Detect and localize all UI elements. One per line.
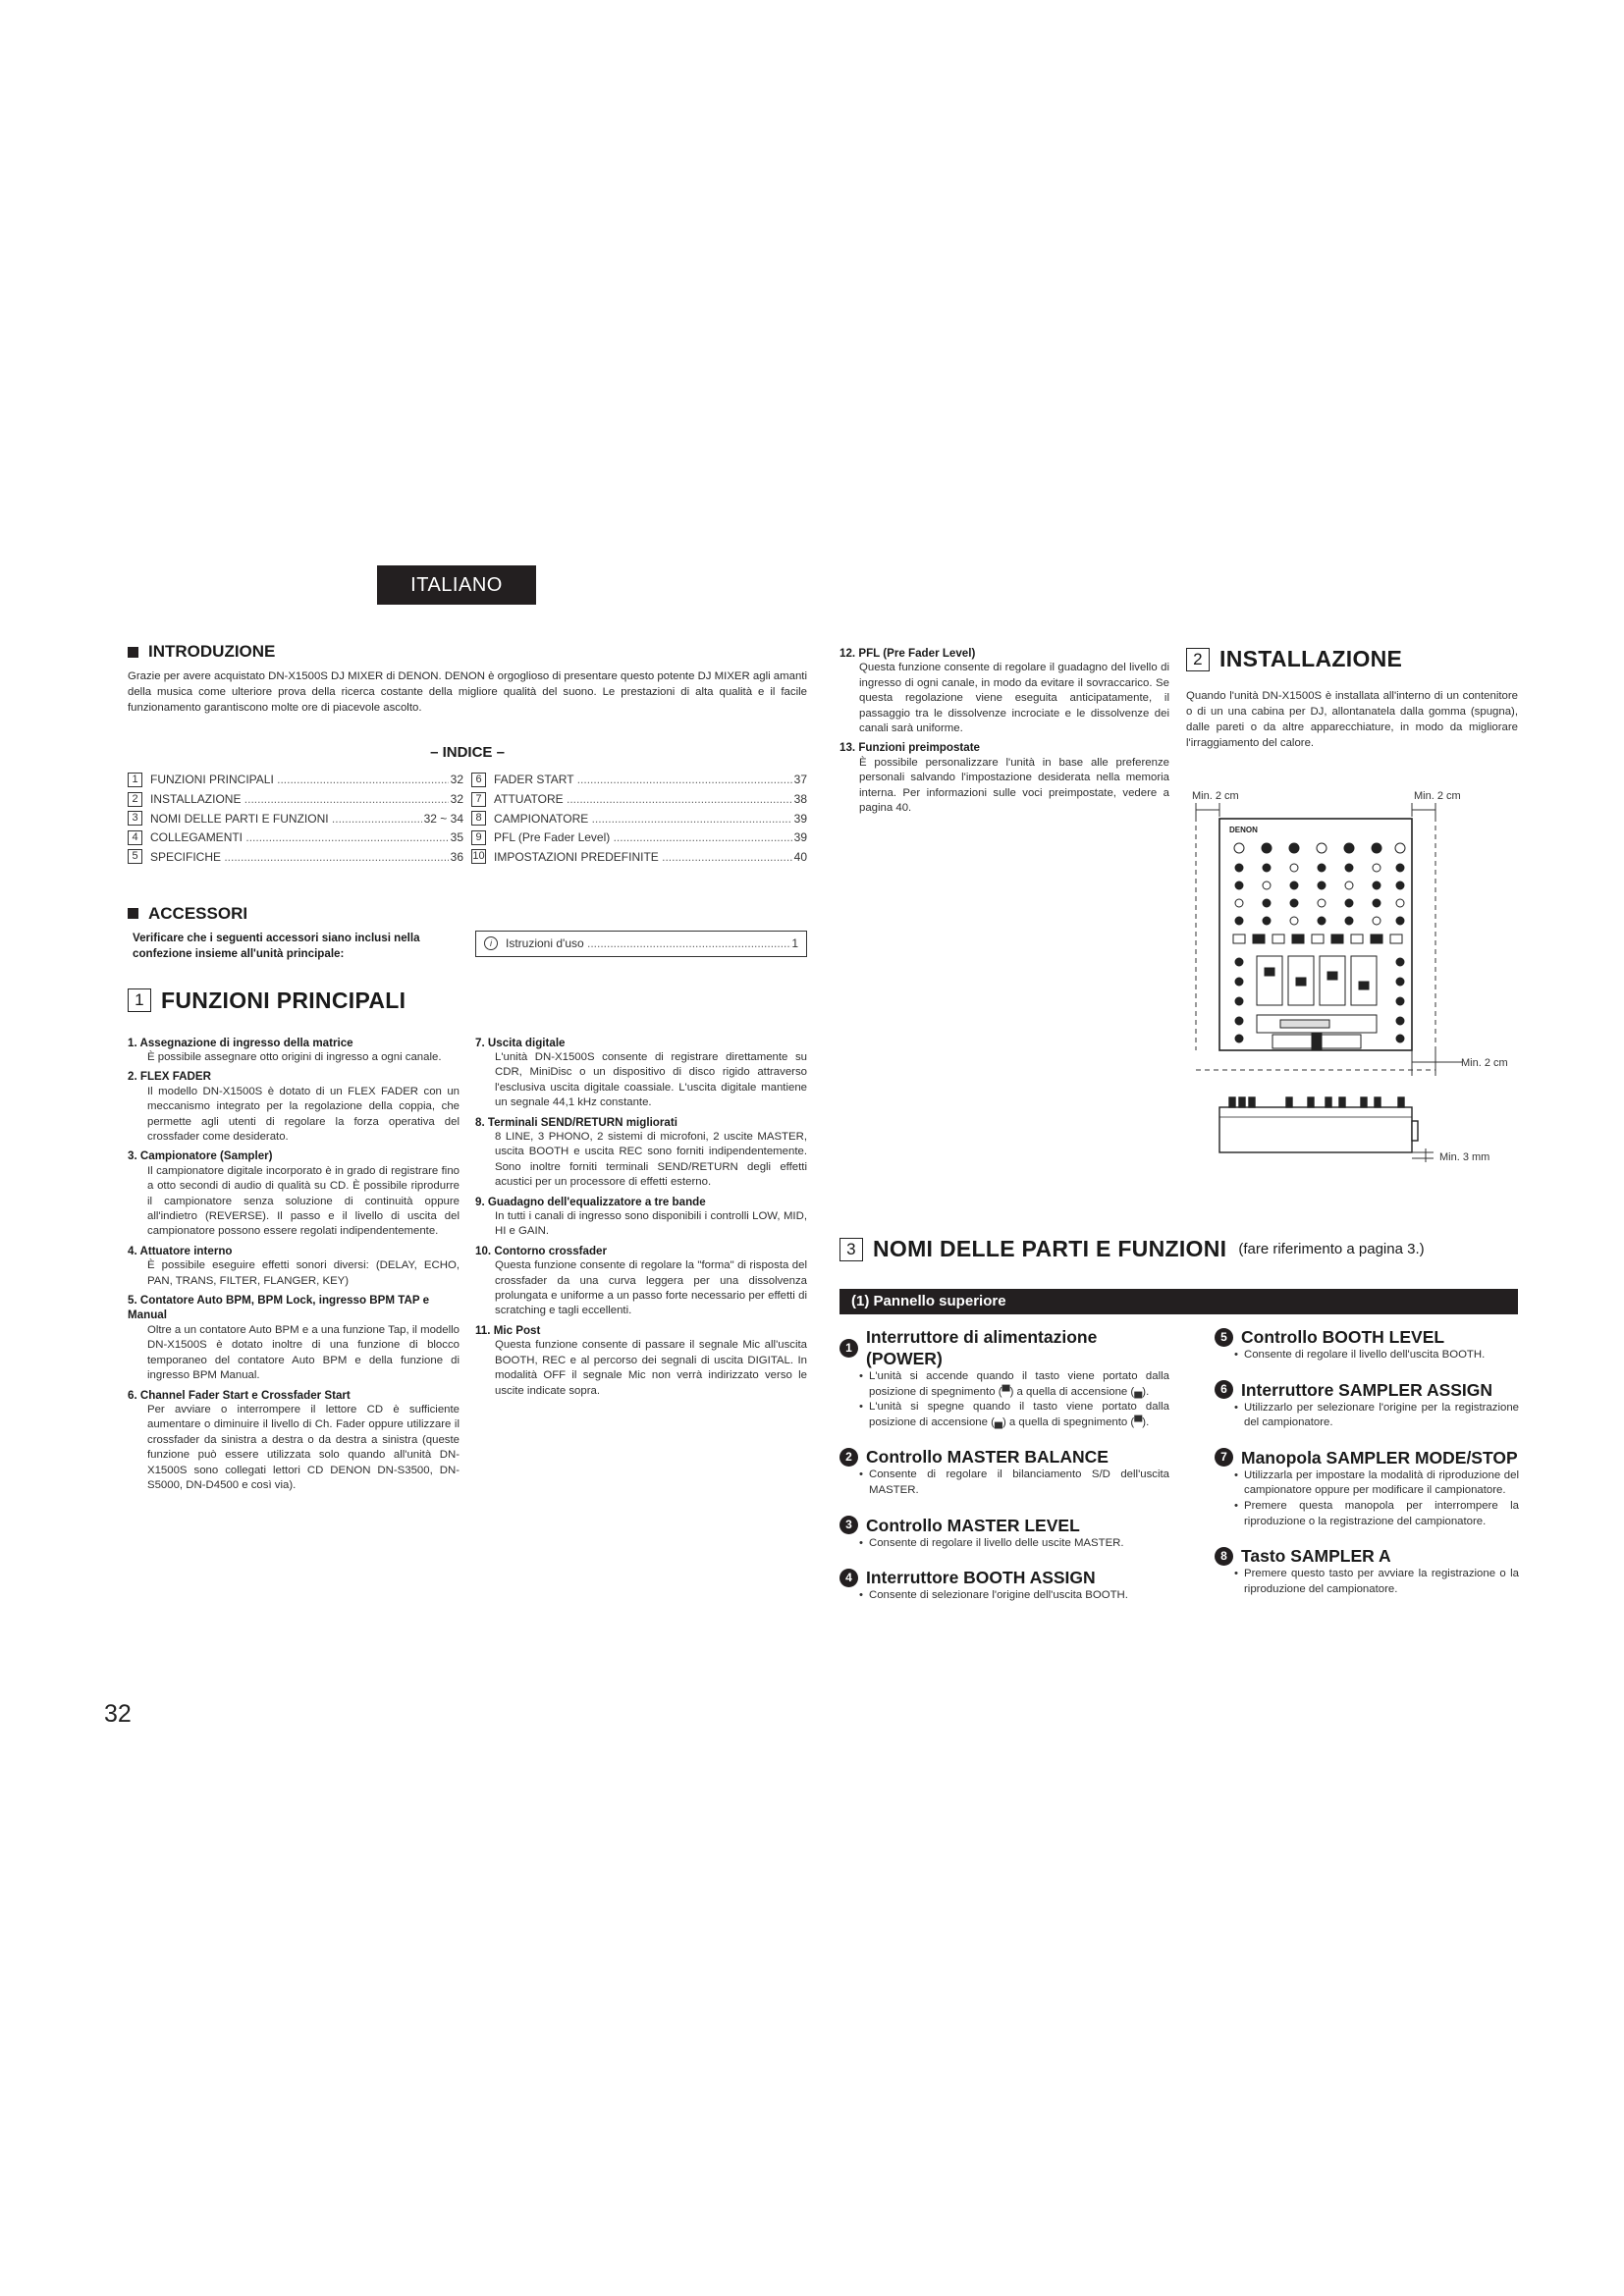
knob-icon <box>1290 917 1298 925</box>
knob-icon <box>1318 917 1326 925</box>
feature-text: Questa funzione consente di regolare il guadagno del livello di ingresso di ogni canale, in modo da evitare il sovraccarico. Se questa regolazione viene eseguita anticipatamente, il passaggio tra le dissolvenze incrociate e le dissolvenze dei canali sarà uniforme. <box>859 662 1169 735</box>
toc-row <box>471 847 807 867</box>
toc-number-box: 6 <box>471 773 486 787</box>
feature-item <box>128 1036 460 1066</box>
accessori-item-page: 1 <box>791 936 798 951</box>
toc-row <box>128 828 463 847</box>
nomi-heading-text: NOMI DELLE PARTI E FUNZIONI <box>873 1236 1227 1261</box>
section-number-box: 1 <box>128 988 151 1012</box>
knob-icon <box>1262 843 1272 853</box>
feature-item <box>128 1388 460 1494</box>
control-bullet: • Utilizzarlo per selezionare l'origine per la registrazione del campionatore. <box>1215 1401 1519 1431</box>
control-bullet: • Premere questa manopola per interrompere la riproduzione o la registrazione del campionatore. <box>1215 1499 1519 1529</box>
toc-number-box: 1 <box>128 773 142 787</box>
knob-icon <box>1235 1035 1243 1042</box>
control-bullet: • L'unità si accende quando il tasto viene portato dalla posizione di spegnimento (▀) a quella di accensione (▄). <box>839 1369 1169 1400</box>
control-title-text: Tasto SAMPLER A <box>1241 1546 1391 1567</box>
knob-icon <box>1263 917 1271 925</box>
feature-item <box>128 1069 460 1145</box>
nomi-subheading: (fare riferimento a pagina 3.) <box>1238 1241 1425 1257</box>
control-bullet: • Utilizzarla per impostare la modalità di riproduzione del campionatore oppure per modificare il campionatore. <box>1215 1468 1519 1499</box>
control-item <box>1215 1379 1519 1431</box>
toc-label: IMPOSTAZIONI PREDEFINITE ..... <box>494 850 792 864</box>
accessori-row <box>128 931 807 962</box>
feature-title: 6. Channel Fader Start e Crossfader Start <box>128 1388 351 1402</box>
nomi-heading <box>839 1236 1425 1262</box>
number-circle-icon: 7 <box>1215 1448 1233 1467</box>
knob-icon <box>1345 917 1353 925</box>
info-circle-icon: i <box>484 936 498 950</box>
toc-label: COLLEGAMENTI ..... <box>150 830 449 844</box>
accessori-note: Verificare che i seguenti accessori siano inclusi nella confezione insieme all'unità principale: <box>133 931 420 960</box>
toc-page: 39 <box>793 811 807 826</box>
control-title-text: Controllo MASTER BALANCE <box>866 1447 1109 1468</box>
controls-right-list <box>1215 1326 1519 1613</box>
control-item <box>839 1515 1169 1552</box>
intro-heading-text: INTRODUZIONE <box>148 642 276 661</box>
knob-icon <box>1317 843 1326 853</box>
knob-icon <box>1396 917 1404 925</box>
toc-page: 32 <box>450 773 463 787</box>
table-of-contents <box>128 771 807 867</box>
number-circle-icon: 3 <box>839 1516 858 1534</box>
feature-title: 4. Attuatore interno <box>128 1244 233 1257</box>
toc-label: INSTALLAZIONE ..... <box>150 792 449 806</box>
number-circle-icon: 5 <box>1215 1328 1233 1347</box>
pannello-superiore-bar: (1) Pannello superiore <box>839 1289 1518 1314</box>
accessori-heading-text: ACCESSORI <box>148 903 248 923</box>
toc-number-box: 9 <box>471 830 486 845</box>
knob-icon <box>1372 843 1381 853</box>
knob-icon <box>1318 864 1326 872</box>
feature-item <box>475 1323 807 1399</box>
feature-item <box>128 1148 460 1239</box>
control-title-text: Interruttore BOOTH ASSIGN <box>866 1568 1096 1588</box>
page-number: 32 <box>104 1700 132 1728</box>
mixer-side-view <box>1219 1097 1418 1152</box>
accessori-heading <box>128 904 807 924</box>
knob-icon <box>1235 958 1243 966</box>
knob-icon <box>1263 899 1271 907</box>
control-item <box>1215 1545 1519 1597</box>
toc-page: 32 ~ 34 <box>423 811 463 826</box>
control-title <box>839 1515 1169 1536</box>
feature-title: 7. Uscita digitale <box>475 1036 566 1049</box>
control-bullet: • L'unità si spegne quando il tasto viene portato dalla posizione di accensione (▄) a quella di spegnimento (▀). <box>839 1400 1169 1430</box>
control-title-text: Manopola SAMPLER MODE/STOP <box>1241 1447 1518 1468</box>
control-title <box>1215 1447 1519 1468</box>
feature-item <box>128 1293 460 1383</box>
knob-icon <box>1395 843 1405 853</box>
control-item <box>1215 1326 1519 1363</box>
toc-row <box>128 809 463 828</box>
control-title <box>839 1567 1169 1588</box>
control-bullet: • Consente di regolare il livello delle uscite MASTER. <box>839 1536 1169 1552</box>
toc-page: 35 <box>450 830 463 845</box>
knob-icon <box>1290 899 1298 907</box>
toc-number-box: 2 <box>128 792 142 807</box>
feature-text: Il modello DN-X1500S è dotato di un FLEX FADER con un meccanismo integrato per la regolazione della coppia, che permette agli utenti di regolare la forza operativa del crossfader come desiderato. <box>147 1085 460 1144</box>
number-circle-icon: 4 <box>839 1569 858 1587</box>
square-bullet-icon <box>128 908 138 919</box>
toc-label: FUNZIONI PRINCIPALI ..... <box>150 773 449 786</box>
control-title-text: Interruttore SAMPLER ASSIGN <box>1241 1379 1493 1400</box>
control-title <box>1215 1379 1519 1401</box>
controls-left-list <box>839 1326 1169 1620</box>
brand-logo: DENON <box>1229 826 1258 834</box>
knob-icon <box>1396 899 1404 907</box>
feature-title: 10. Contorno crossfader <box>475 1244 608 1257</box>
installazione-heading <box>1186 646 1518 672</box>
control-bullet: • Consente di selezionare l'origine dell'uscita BOOTH. <box>839 1588 1169 1604</box>
knob-icon <box>1396 864 1404 872</box>
dim-right-marker <box>1412 1050 1463 1076</box>
feature-title: 5. Contatore Auto BPM, BPM Lock, ingresso BPM TAP e Manual <box>128 1294 430 1322</box>
toc-label: FADER START ..... <box>494 773 792 786</box>
knob-icon <box>1235 864 1243 872</box>
feature-item <box>839 646 1169 736</box>
toc-number-box: 4 <box>128 830 142 845</box>
knob-icon <box>1373 864 1380 872</box>
knob-icon <box>1345 864 1353 872</box>
feature-text: È possibile eseguire effetti sonori diversi: (DELAY, ECHO, PAN, TRANS, FILTER, FLANGER, KEY) <box>147 1259 460 1287</box>
control-bullet: • Premere questo tasto per avviare la registrazione o la riproduzione del campionatore. <box>1215 1567 1519 1597</box>
button-icon <box>1371 934 1382 943</box>
knob-icon <box>1235 917 1243 925</box>
toc-number-box: 8 <box>471 811 486 826</box>
square-bullet-icon <box>128 647 138 658</box>
toc-row <box>471 789 807 809</box>
toc-page: 36 <box>450 849 463 864</box>
control-bullet: • Consente di regolare il livello dell'uscita BOOTH. <box>1215 1348 1519 1363</box>
toc-page: 38 <box>793 792 807 806</box>
feature-title: 8. Terminali SEND/RETURN migliorati <box>475 1115 677 1129</box>
feature-item <box>475 1195 807 1240</box>
funzioni-left-list <box>128 1036 460 1498</box>
intro-heading <box>128 642 807 662</box>
installation-clearance-diagram <box>1178 775 1532 1178</box>
knob-icon <box>1290 881 1298 889</box>
dim-bottom-label: Min. 3 mm <box>1439 1151 1490 1163</box>
knob-icon <box>1373 899 1380 907</box>
toc-page: 40 <box>793 849 807 864</box>
knob-icon <box>1235 997 1243 1005</box>
nomi-heading-main <box>839 1236 1226 1262</box>
knob-icon <box>1235 978 1243 986</box>
intro-text: Grazie per avere acquistato DN-X1500S DJ MIXER di DENON. DENON è orgoglioso di presentare questo potente DJ MIXER agli amanti della musica come ulteriore prova della ricerca costante della migliore qualità del suono. Le prestazioni di alta qualità e il facile funzionamento garantiscono molte ore di piacevole ascolto. <box>128 670 807 715</box>
control-item <box>1215 1447 1519 1529</box>
intro-section <box>128 642 807 717</box>
knob-icon <box>1344 843 1354 853</box>
number-circle-icon: 2 <box>839 1448 858 1467</box>
knob-icon <box>1396 978 1404 986</box>
feature-text: È possibile assegnare otto origini di ingresso a ogni canale. <box>147 1050 442 1063</box>
knob-icon <box>1235 881 1243 889</box>
feature-title: 12. PFL (Pre Fader Level) <box>839 647 976 660</box>
control-item <box>839 1567 1169 1604</box>
feature-text: Per avviare o interrompere il lettore CD è sufficiente aumentare o diminuire il livello di Ch. Fader oppure utilizzare il crossfader da sinistra a destra o da destra a sinistra (queste funzione può essere utilizzata solo quando all'unità DN-X1500S sono collegati lettori CD DENON DN-S3500, DN-S5000, DN-D4500 e così via). <box>147 1403 460 1491</box>
number-circle-icon: 6 <box>1215 1380 1233 1399</box>
feature-item <box>475 1036 807 1111</box>
control-title-text: Interruttore di alimentazione (POWER) <box>866 1327 1098 1368</box>
feature-text: Il campionatore digitale incorporato è in grado di registrare fino a otto secondi di audio di qualità su CD. È possibile riprodurre il campionatore senza soluzione di continuità oppure all'indietro (REVERSE). Il passo e il livello di uscita del campionatore possono essere regolati indipendentemente. <box>147 1164 460 1238</box>
knob-icon <box>1234 843 1244 853</box>
number-circle-icon: 1 <box>839 1339 858 1358</box>
feature-item <box>128 1244 460 1289</box>
accessori-item: Istruzioni d'uso ..... <box>506 936 791 950</box>
accessori-box <box>475 931 807 957</box>
knob-icon <box>1263 881 1271 889</box>
feature-text: 8 LINE, 3 PHONO, 2 sistemi di microfoni, 2 uscite MASTER, uscita BOOTH e uscita REC sono forniti indipendentemente. Sono inoltre forniti terminali SEND/RETURN degli effetti acustici per un processore di effetti esterno. <box>495 1131 807 1189</box>
language-tab: ITALIANO <box>377 565 536 605</box>
knob-icon <box>1396 1017 1404 1025</box>
button-icon <box>1272 934 1284 943</box>
toc-page: 37 <box>793 773 807 787</box>
dim-top-left-label: Min. 2 cm <box>1192 790 1239 802</box>
control-title <box>839 1326 1169 1369</box>
knob-icon <box>1289 843 1299 853</box>
installazione-section <box>1186 646 1518 751</box>
installazione-heading-text: INSTALLAZIONE <box>1219 646 1403 671</box>
section-number-box: 2 <box>1186 648 1210 671</box>
knob-icon <box>1396 997 1404 1005</box>
toc-label: NOMI DELLE PARTI E FUNZIONI ..... <box>150 812 422 826</box>
control-title <box>839 1446 1169 1468</box>
toc-page: 32 <box>450 792 463 806</box>
knob-icon <box>1263 864 1271 872</box>
control-item <box>839 1446 1169 1498</box>
funzioni-heading <box>128 988 807 1014</box>
knob-icon <box>1318 899 1326 907</box>
left-column <box>128 642 807 1497</box>
knob-icon <box>1290 864 1298 872</box>
control-bullet: • Consente di regolare il bilanciamento S/D dell'uscita MASTER. <box>839 1468 1169 1498</box>
indice-title: – INDICE – <box>430 743 505 761</box>
control-title <box>1215 1545 1519 1567</box>
knob-icon <box>1345 899 1353 907</box>
dim-top-markers <box>1196 803 1435 817</box>
toc-row <box>471 828 807 847</box>
toc-number-box: 7 <box>471 792 486 807</box>
middle-column <box>839 646 1169 820</box>
knob-icon <box>1396 1035 1404 1042</box>
toc-row <box>471 771 807 790</box>
toc-label: ATTUATORE ..... <box>494 792 792 806</box>
feature-title: 2. FLEX FADER <box>128 1070 212 1084</box>
feature-text: L'unità DN-X1500S consente di registrare direttamente su CDR, MiniDisc o un dispositivo di disco rigido attraverso l'esclusiva uscita digitale coassiale. L'uscita digitale mantiene un segnale 44,1 kHz constante. <box>495 1050 807 1109</box>
funzioni-right-list <box>475 1036 807 1498</box>
knob-icon <box>1235 1017 1243 1025</box>
button-icon <box>1312 934 1324 943</box>
feature-item <box>475 1244 807 1319</box>
toc-number-box: 3 <box>128 811 142 826</box>
knob-icon <box>1373 917 1380 925</box>
number-circle-icon: 8 <box>1215 1547 1233 1566</box>
section-number-box: 3 <box>839 1238 863 1261</box>
toc-row <box>128 771 463 790</box>
dim-right-label: Min. 2 cm <box>1461 1057 1508 1069</box>
feature-text: Questa funzione consente di regolare la "forma" di risposta del crossfader da una curva leggera per una dissolvenza prolungata e uniforme a un passo forte necessario per effetti di scratching e tagli eccellenti. <box>495 1259 807 1317</box>
feature-text: Oltre a un contatore Auto BPM e a una funzione Tap, il modello DN-X1500S è dotato inoltre di una funzione di blocco temporaneo del contatore Auto BPM e della funzione di ingresso BPM Manual. <box>147 1323 460 1382</box>
toc-number-box: 5 <box>128 849 142 864</box>
feature-title: 1. Assegnazione di ingresso della matrice <box>128 1036 353 1049</box>
button-icon <box>1233 934 1245 943</box>
button-icon <box>1331 934 1343 943</box>
knob-icon <box>1396 881 1404 889</box>
feature-text: In tutti i canali di ingresso sono disponibili i controlli LOW, MID, HI e GAIN. <box>495 1210 807 1238</box>
feature-text: Questa funzione consente di passare il segnale Mic all'uscita BOOTH, REC e al percorso dei segnali di uscita DIGITAL. In modalità OFF il segnale Mic non verrà indirizzato verso le uscite indicate sopra. <box>495 1339 807 1397</box>
dim-top-right-label: Min. 2 cm <box>1414 790 1461 802</box>
control-title-text: Controllo MASTER LEVEL <box>866 1515 1080 1535</box>
control-item <box>839 1326 1169 1430</box>
toc-label: CAMPIONATORE ..... <box>494 812 792 826</box>
toc-label: PFL (Pre Fader Level) ..... <box>494 830 792 844</box>
knob-icon <box>1373 881 1380 889</box>
funzioni-columns <box>128 1036 807 1498</box>
toc-row <box>128 847 463 867</box>
toc-page: 39 <box>793 830 807 845</box>
knob-icon <box>1396 958 1404 966</box>
control-title <box>1215 1326 1519 1348</box>
feature-title: 3. Campionatore (Sampler) <box>128 1149 273 1163</box>
installazione-text: Quando l'unità DN-X1500S è installata all'interno di un contenitore o di un una cabina per DJ, allontanatela dalla gomma (spugna), dalle pareti o da altre apparecchiature, in modo da migliorare l'irraggiamento del calore. <box>1186 690 1518 749</box>
feature-title: 11. Mic Post <box>475 1323 541 1337</box>
accessori-section <box>128 904 807 962</box>
knob-icon <box>1318 881 1326 889</box>
toc-number-box: 10 <box>472 850 485 863</box>
feature-text: È possibile personalizzare l'unità in base alle preferenze personali salvando l'impostazione desiderata nella memoria interna. Per informazioni sulle voci preimpostate, vedere a pagina 40. <box>859 756 1169 815</box>
toc-row <box>471 809 807 828</box>
dim-bottom-marker <box>1412 1148 1434 1162</box>
control-title-text: Controllo BOOTH LEVEL <box>1241 1327 1445 1347</box>
button-icon <box>1351 934 1363 943</box>
knob-icon <box>1345 881 1353 889</box>
funzioni-heading-text: FUNZIONI PRINCIPALI <box>161 987 406 1013</box>
knob-icon <box>1235 899 1243 907</box>
button-icon <box>1390 934 1402 943</box>
toc-row <box>128 789 463 809</box>
button-icon <box>1292 934 1304 943</box>
feature-item <box>839 740 1169 816</box>
feature-item <box>475 1115 807 1191</box>
feature-title: 9. Guadagno dell'equalizzatore a tre bande <box>475 1195 706 1208</box>
feature-title: 13. Funzioni preimpostate <box>839 741 981 755</box>
toc-label: SPECIFICHE ..... <box>150 850 449 864</box>
button-icon <box>1253 934 1265 943</box>
